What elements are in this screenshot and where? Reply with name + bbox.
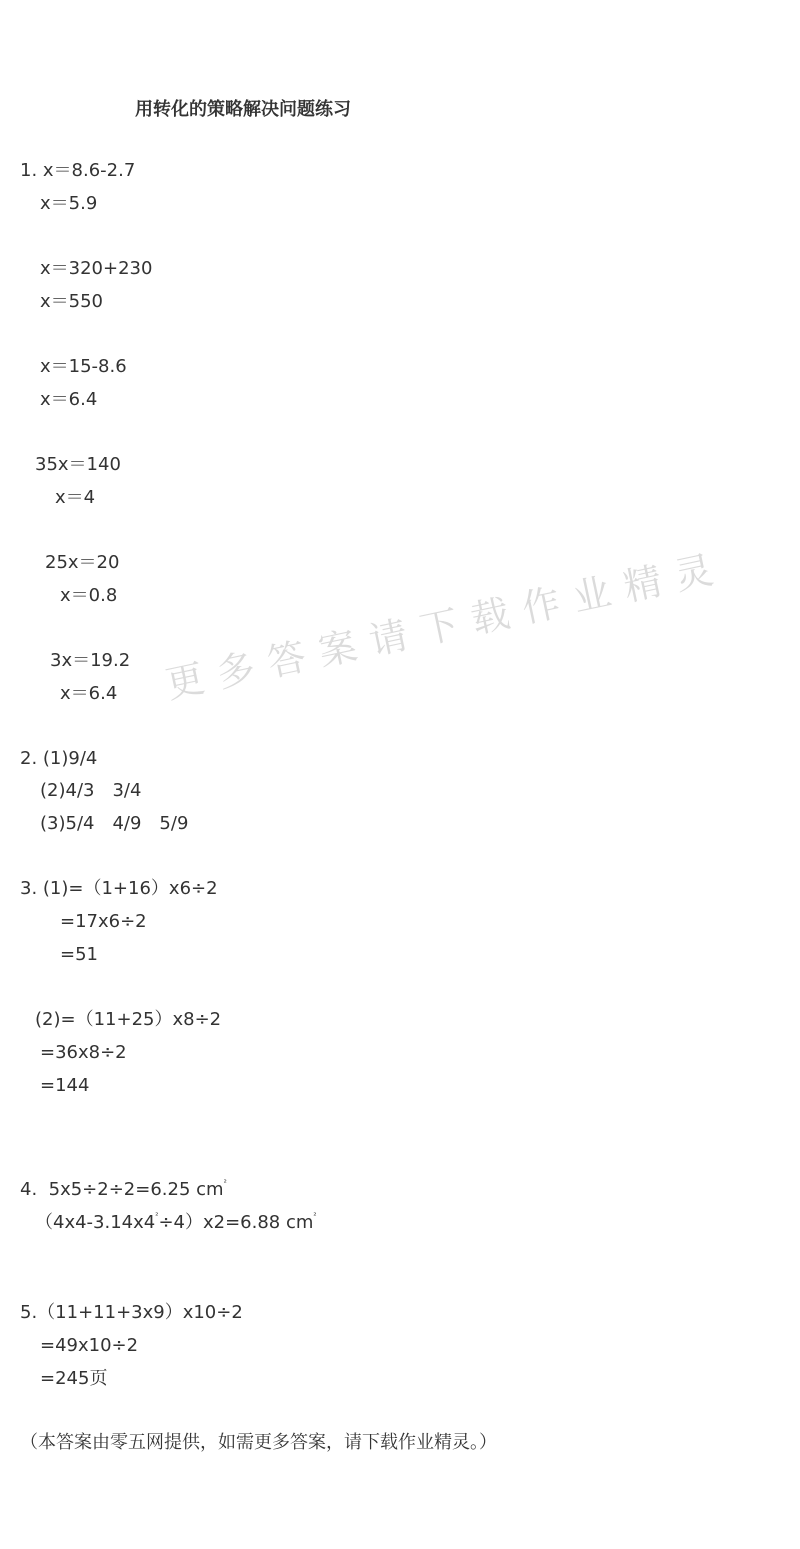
q1-line-6: x＝6.4 [40,389,98,410]
q3-line-1: 3. (1)=（1+16）x6÷2 [20,878,218,899]
q1-line-2: x＝5.9 [40,193,98,214]
q4-line-1 [20,1171,227,1202]
q1-line-7: 35x＝140 [35,454,121,475]
page-title: 用转化的策略解决问题练习 [135,99,351,120]
q4-line-1-superscript: ² [223,1178,227,1187]
q1-line-3: x＝320+230 [40,258,153,279]
q5-line-2: =49x10÷2 [40,1335,139,1356]
q4-line-2 [35,1204,317,1235]
q3-line-4: (2)=（11+25）x8÷2 [35,1009,222,1030]
q3-line-3: =51 [60,944,98,965]
q3-line-5: =36x8÷2 [40,1042,127,1063]
q1-line-5: x＝15-8.6 [40,356,127,377]
q2-line-3: (3)5/4 4/9 5/9 [40,813,189,834]
footer-note: （本答案由零五网提供，如需更多答案，请下载作业精灵。） [20,1432,497,1453]
q3-line-6: =144 [40,1075,90,1096]
q5-line-1: 5.（11+11+3x9）x10÷2 [20,1302,243,1323]
q1-line-11: 3x＝19.2 [50,650,131,671]
q4-line-2-text-b: ÷4）x2=6.88 cm [158,1212,314,1233]
q5-line-3: =245页 [40,1368,108,1389]
q4-line-1-text: 4. 5x5÷2÷2=6.25 cm [20,1179,224,1200]
watermark-text: 更多答案请下载作业精灵 [161,544,731,707]
q1-line-8: x＝4 [55,487,96,508]
q1-line-1: 1. x＝8.6-2.7 [20,160,136,181]
q4-line-2-superscript-2: ² [313,1211,317,1220]
q3-line-2: =17x6÷2 [60,911,147,932]
q1-line-12: x＝6.4 [60,683,118,704]
q1-line-10: x＝0.8 [60,585,118,606]
q1-line-4: x＝550 [40,291,104,312]
q2-line-2: (2)4/3 3/4 [40,780,142,801]
q4-line-2-text-a: （4x4-3.14x4 [35,1212,156,1233]
q4-line-2-superscript-1: ² [155,1211,159,1220]
q1-line-9: 25x＝20 [45,552,120,573]
q2-line-1: 2. (1)9/4 [20,748,98,769]
